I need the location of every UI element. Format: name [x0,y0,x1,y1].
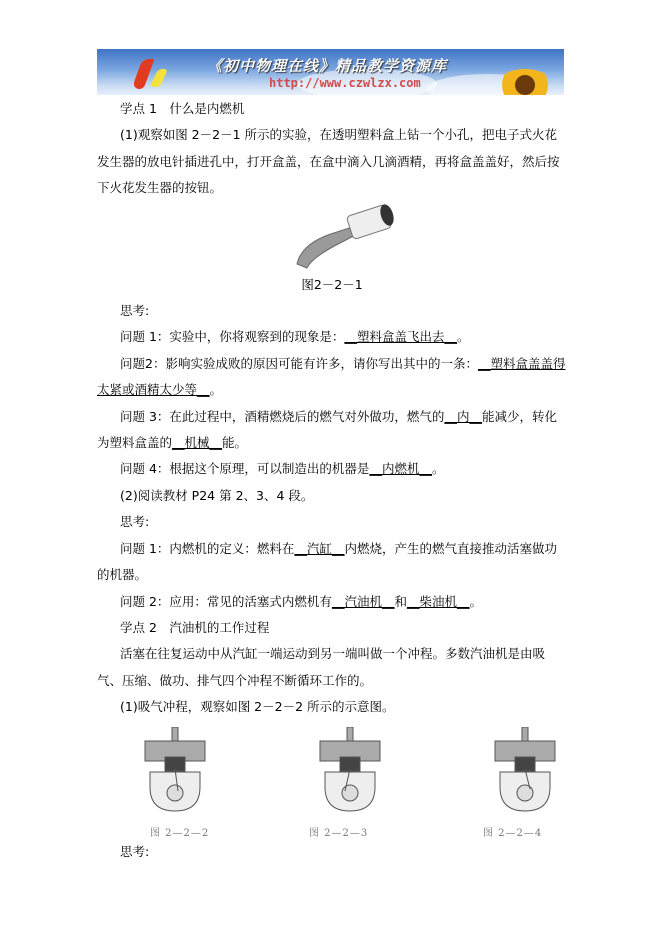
section-heading: 学点 1 什么是内燃机 [120,101,245,116]
figure-caption: 图2－2－1 [301,276,363,292]
think-label: 思考: [120,514,150,530]
figure-caption: 图 2—2—2 [150,827,210,839]
engine-figures [97,721,567,839]
figure-2-2-1 [97,202,567,272]
experiment-illustration [97,202,567,272]
figure-caption: 图 2—2—3 [309,827,369,839]
paragraph: 活塞在往复运动中从汽缸一端运动到另一端叫做一个冲程。多数汽油机是由吸气、压缩、做功、排气四个冲程不断循环工作的。 [97,646,546,688]
question-4 [97,456,567,482]
question-2 [97,351,567,404]
figure-caption: 图 2—2—4 [483,827,543,839]
q-text: 和 [394,593,407,609]
answer-blank: __汽油机__ [331,593,395,609]
q-text: 能减少，转化为塑料盒盖的 [97,408,557,451]
banner-url: http://www.czwlzx.com [269,76,421,90]
q-text: 问题 1：实验中，你将观察到的现象是： [120,329,345,345]
think-label: 思考: [120,843,150,859]
engine-diagram-intake [140,727,210,813]
banner-title: 《初中物理在线》精品教学资源库 [207,57,448,75]
q-text: 能。 [222,435,248,451]
sunflower-image [497,69,553,95]
answer-blank: __内__ [444,408,482,424]
header-banner [97,49,564,95]
logo-icon-secondary [150,69,168,87]
engine-diagram-power [490,727,560,813]
think-label: 思考: [120,303,150,319]
question-app [97,589,567,615]
question-1 [97,324,567,350]
paragraph: (2)阅读教材 P24 第 2、3、4 段。 [120,487,314,503]
engine-diagram-compression [315,727,385,813]
q-text: 问题 3：在此过程中，酒精燃烧后的燃气对外做功，燃气的 [120,408,445,424]
document-body [97,96,567,865]
question-3 [97,404,567,457]
answer-blank: __柴油机__ [406,593,470,609]
q-text: 。 [469,593,482,609]
q-text: 。 [431,461,445,477]
paragraph: (1)吸气冲程，观察如图 2－2－2 所示的示意图。 [120,699,395,715]
answer-blank: __内燃机__ [369,461,432,477]
q-text: 问题2：影响实验成败的原因可能有许多，请你写出其中的一条： [120,355,478,371]
q-text: 问题 4：根据这个原理，可以制造出的机器是 [120,461,370,477]
section-heading: 学点 2 汽油机的工作过程 [120,619,270,635]
q-text: 问题 1：内燃机的定义：燃料在 [120,540,295,556]
paragraph: (1)观察如图 2－2－1 所示的实验，在透明塑料盒上钻一个小孔，把电子式火花发生器的放电针插进孔中，打开盒盖，在盒中滴入几滴酒精，再将盒盖盖好，然后按下火花发生器的按钮。 [97,127,560,196]
q-text: 。 [209,382,223,398]
question-def [97,536,567,589]
answer-blank: __塑料盒盖飞出去__ [344,329,457,345]
q-text: 。 [456,329,470,345]
q-text: 问题 2：应用：常见的活塞式内燃机有 [120,593,332,609]
answer-blank: __塑料盒盖盖得太紧或酒精太少等__ [97,355,566,398]
q-text: 内燃烧，产生的燃气直接推动活塞做功的机器。 [97,540,557,583]
answer-blank: __汽缸__ [294,540,345,556]
answer-blank: __机械__ [172,435,223,451]
